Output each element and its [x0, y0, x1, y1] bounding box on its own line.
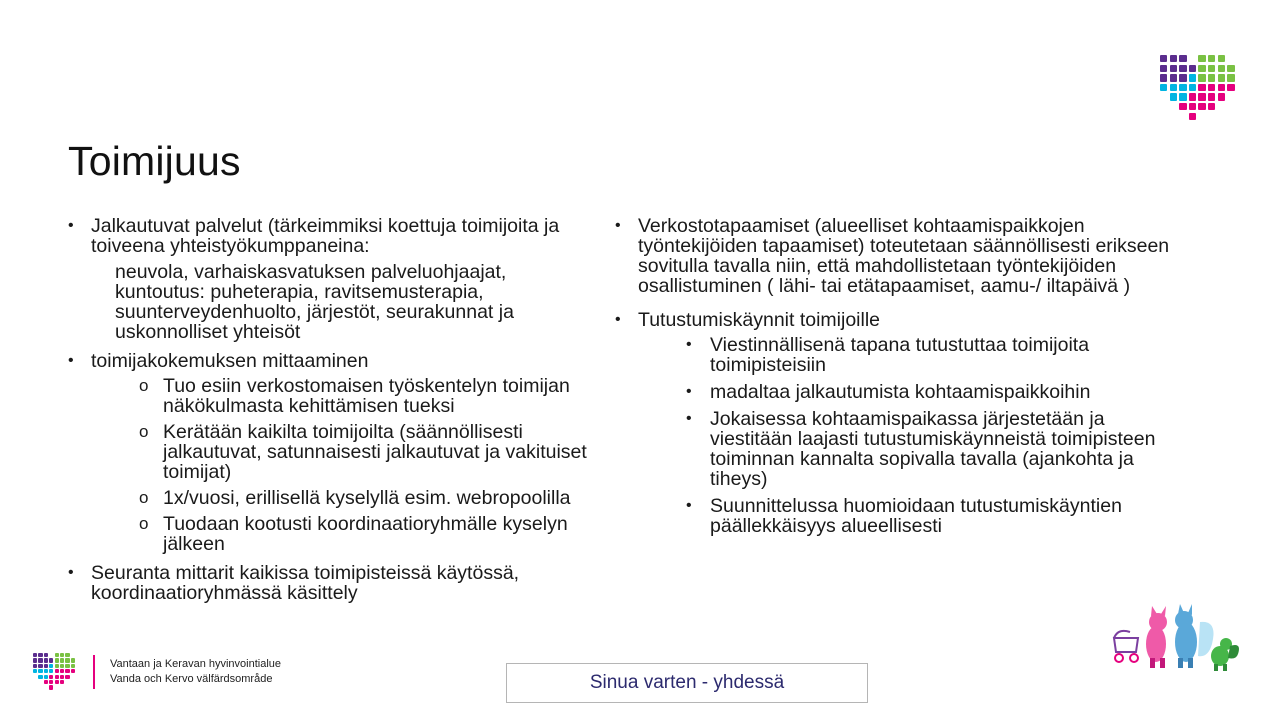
logo-pixel	[1208, 84, 1215, 91]
logo-pixel	[49, 685, 53, 689]
logo-pixel	[1208, 93, 1215, 100]
list-item-continuation: neuvola, varhaiskasvatuksen palveluohjaajat, kuntoutus: puheterapia, ravitsemusterapia, suunterveydenhuolto, järjestöt, seurakunnat ja uskonnolliset yhteisöt	[115, 261, 514, 343]
logo-pixel	[65, 653, 69, 657]
logo-pixel	[33, 658, 37, 662]
green-dragon-icon	[1211, 638, 1239, 671]
logo-pixel	[44, 680, 48, 684]
logo-pixel	[1198, 84, 1205, 91]
org-name-finnish: Vantaan ja Keravan hyvinvointialue	[110, 658, 282, 670]
blue-squirrel-icon	[1175, 604, 1214, 668]
logo-pixel	[1189, 65, 1196, 72]
logo-pixel	[49, 675, 53, 679]
logo-pixel	[1179, 65, 1186, 72]
list-item-text: Jalkautuvat palvelut (tärkeimmiksi koettuja toimijoita ja toiveena yhteistyökumppaneina:	[91, 215, 560, 257]
logo-pixel	[55, 680, 59, 684]
sub-list	[638, 335, 1175, 536]
logo-pixel	[49, 664, 53, 668]
slogan-text: Sinua varten - yhdessä	[589, 672, 785, 693]
logo-pixel	[1189, 103, 1196, 110]
logo-pixel	[1189, 93, 1196, 100]
logo-pixel	[1198, 65, 1205, 72]
logo-pixel	[1218, 84, 1225, 91]
right-column	[615, 216, 1175, 550]
list-item-text: Seuranta mittarit kaikissa toimipisteissä käytössä, koordinaatioryhmässä käsittely	[91, 562, 520, 604]
heart-logo-icon	[1160, 55, 1240, 121]
animal-mascots-illustration-icon	[1108, 602, 1248, 674]
logo-pixel	[55, 675, 59, 679]
list-item-text: Tutustumiskäynnit toimijoille	[638, 309, 881, 331]
stroller-icon	[1114, 631, 1138, 662]
logo-pixel	[1160, 84, 1167, 91]
logo-pixel	[38, 664, 42, 668]
logo-pixel	[1227, 65, 1234, 72]
logo-pixel	[1208, 55, 1215, 62]
logo-pixel	[38, 675, 42, 679]
logo-pixel	[1160, 65, 1167, 72]
logo-pixel	[49, 669, 53, 673]
page-title: Toimijuus	[68, 138, 241, 184]
logo-pixel	[60, 664, 64, 668]
logo-pixel	[1218, 65, 1225, 72]
logo-pixel	[33, 653, 37, 657]
logo-pixel	[60, 669, 64, 673]
logo-pixel	[1170, 74, 1177, 81]
logo-pixel	[60, 653, 64, 657]
logo-pixel	[44, 653, 48, 657]
footer-divider	[93, 655, 95, 689]
logo-pixel	[60, 658, 64, 662]
sub-list-item: o Tuo esiin verkostomaisen työskentelyn toimijan näkökulmasta kehittämisen tueksi	[139, 376, 588, 416]
list-item	[615, 216, 1175, 296]
logo-pixel	[1160, 55, 1167, 62]
pink-cat-icon	[1146, 606, 1167, 668]
logo-pixel	[1208, 65, 1215, 72]
logo-pixel	[44, 669, 48, 673]
list-item-text: toimijakokemuksen mittaaminen	[91, 350, 369, 372]
logo-pixel	[71, 664, 75, 668]
list-item	[68, 216, 588, 342]
logo-pixel	[1170, 84, 1177, 91]
logo-pixel	[1227, 74, 1234, 81]
logo-pixel	[49, 680, 53, 684]
logo-pixel	[1179, 74, 1186, 81]
logo-pixel	[38, 653, 42, 657]
logo-pixel	[1179, 93, 1186, 100]
logo-pixel	[55, 669, 59, 673]
sub-list-item: o Kerätään kaikilta toimijoilta (säännöllisesti jalkautuvat, satunnaisesti jalkautuvat ja vakituiset toimijat)	[139, 422, 588, 482]
left-column	[68, 216, 588, 612]
logo-pixel	[38, 658, 42, 662]
logo-pixel	[1208, 74, 1215, 81]
logo-pixel	[55, 658, 59, 662]
list-item-text: Verkostotapaamiset (alueelliset kohtaamispaikkojen työntekijöiden tapaamiset) toteutetaan säännöllisesti erikseen sovitulla tavalla niin, että mahdollistetaan työntekijöiden osallistuminen ( lähi- tai etätapaamiset, aamu-/ iltapäivä )	[638, 215, 1170, 297]
logo-pixel	[1218, 55, 1225, 62]
logo-pixel	[38, 669, 42, 673]
logo-pixel	[65, 669, 69, 673]
logo-pixel	[33, 669, 37, 673]
logo-pixel	[71, 669, 75, 673]
logo-pixel	[65, 664, 69, 668]
logo-pixel	[65, 675, 69, 679]
sub-list-item: • madaltaa jalkautumista kohtaamispaikkoihin	[686, 382, 1175, 402]
logo-pixel	[1179, 55, 1186, 62]
logo-pixel	[44, 664, 48, 668]
sub-list	[91, 376, 588, 554]
logo-pixel	[1198, 103, 1205, 110]
logo-pixel	[1208, 103, 1215, 110]
sub-list-item: • Viestinnällisenä tapana tutustuttaa toimijoita toimipisteisiin	[686, 335, 1175, 375]
slogan-box	[506, 663, 868, 703]
logo-pixel	[1198, 74, 1205, 81]
org-name-swedish: Vanda och Kervo välfärdsområde	[110, 673, 273, 685]
logo-pixel	[1189, 113, 1196, 120]
logo-pixel	[1179, 103, 1186, 110]
sub-list-item: o Tuodaan kootusti koordinaatioryhmälle kyselyn jälkeen	[139, 514, 588, 554]
logo-pixel	[1160, 74, 1167, 81]
logo-pixel	[60, 675, 64, 679]
sub-list-item: • Jokaisessa kohtaamispaikassa järjestetään ja viestitään laajasti tutustumiskäynneistä toimipisteen toiminnan kannalta sopivalla tavalla (ajankohta ja tiheys)	[686, 409, 1175, 489]
logo-pixel	[1189, 74, 1196, 81]
list-item	[615, 310, 1175, 536]
footer-heart-logo-icon	[33, 653, 77, 689]
logo-pixel	[55, 653, 59, 657]
logo-pixel	[1170, 93, 1177, 100]
list-item	[68, 351, 588, 554]
logo-pixel	[1170, 65, 1177, 72]
logo-pixel	[44, 675, 48, 679]
logo-pixel	[1170, 55, 1177, 62]
logo-pixel	[55, 664, 59, 668]
logo-pixel	[44, 658, 48, 662]
sub-list-item: o 1x/vuosi, erillisellä kyselyllä esim. webropoolilla	[139, 488, 588, 508]
logo-pixel	[33, 664, 37, 668]
logo-pixel	[1189, 84, 1196, 91]
logo-pixel	[1198, 55, 1205, 62]
logo-pixel	[65, 658, 69, 662]
logo-pixel	[1218, 74, 1225, 81]
logo-pixel	[71, 658, 75, 662]
logo-pixel	[1227, 84, 1234, 91]
logo-pixel	[60, 680, 64, 684]
logo-pixel	[49, 658, 53, 662]
logo-pixel	[1218, 93, 1225, 100]
logo-pixel	[1198, 93, 1205, 100]
logo-pixel	[1179, 84, 1186, 91]
list-item	[68, 563, 588, 603]
sub-list-item: • Suunnittelussa huomioidaan tutustumiskäyntien päällekkäisyys alueellisesti	[686, 496, 1175, 536]
